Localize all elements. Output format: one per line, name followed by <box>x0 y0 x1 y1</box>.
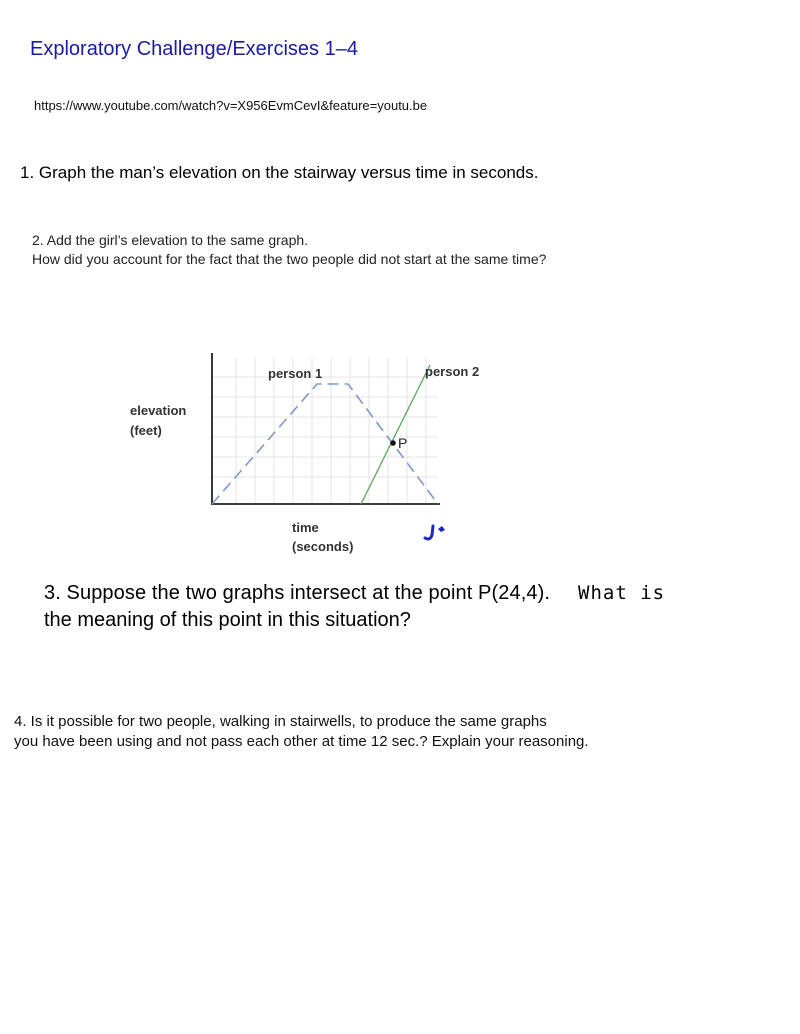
question-3-extra-text: What is <box>578 582 666 604</box>
elevation-graph <box>120 345 500 560</box>
point-label: P <box>398 435 408 451</box>
video-link[interactable]: https://www.youtube.com/watch?v=X956EvmCevI&feature=youtu.be <box>34 98 428 113</box>
person-1-label: person 1 <box>268 366 323 381</box>
question-3-line-1 <box>44 582 665 605</box>
person-2-line <box>361 365 430 504</box>
question-2-line-2: How did you account for the fact that the two people did not start at the same time? <box>32 251 547 267</box>
page-title: Exploratory Challenge/Exercises 1–4 <box>30 38 358 60</box>
y-axis-label-line-1: elevation <box>130 403 187 418</box>
y-axis-label-line-2: (feet) <box>130 423 162 438</box>
question-1: 1. Graph the man’s elevation on the stairway versus time in seconds. <box>20 163 539 182</box>
x-axis-label-line-2: (seconds) <box>292 539 354 554</box>
question-3-text: 3. Suppose the two graphs intersect at the point P(24,4). <box>44 582 551 604</box>
person-2-label: person 2 <box>425 364 480 379</box>
x-axis-label-line-1: time <box>292 520 319 535</box>
graph-grid <box>212 357 438 503</box>
handwritten-scribble <box>425 526 445 539</box>
question-4-line-1: 4. Is it possible for two people, walking in stairwells, to produce the same graphs <box>14 713 547 730</box>
question-2-line-1: 2. Add the girl’s elevation to the same graph. <box>32 232 309 248</box>
intersection-point <box>390 440 396 446</box>
question-3-line-2: the meaning of this point in this situation? <box>44 609 411 631</box>
question-4-line-2: you have been using and not pass each other at time 12 sec.? Explain your reasoning. <box>14 733 589 750</box>
